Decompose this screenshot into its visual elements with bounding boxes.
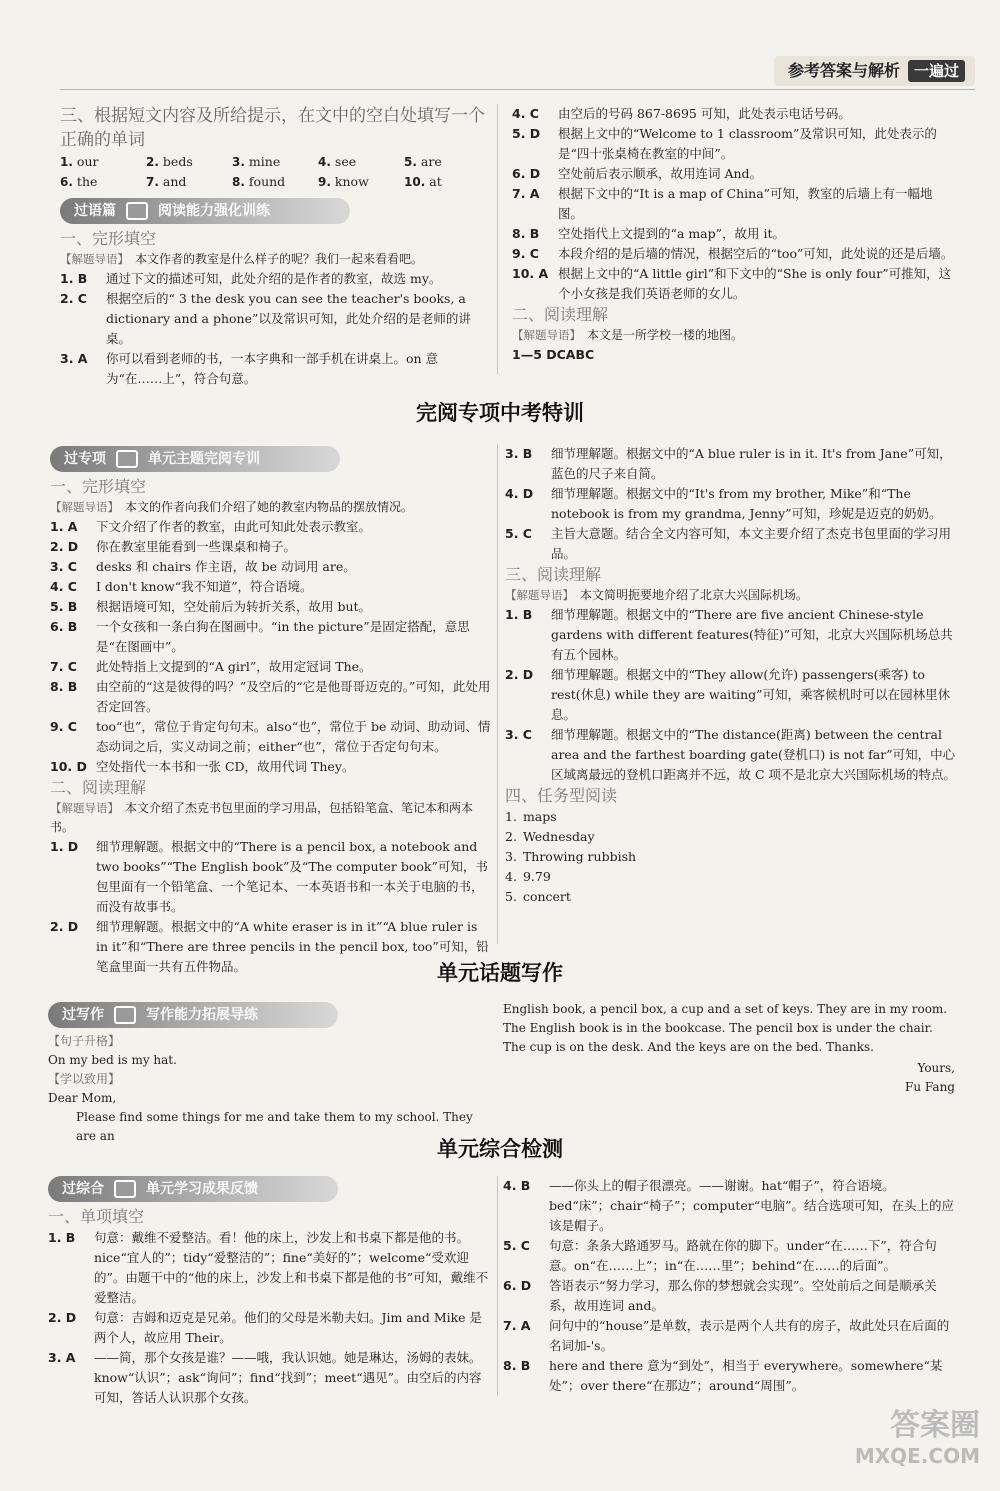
letter-closing: Yours,	[917, 1061, 955, 1075]
answer-key: 1. D	[50, 839, 79, 854]
title-unit-test: 单元综合检测	[437, 1137, 563, 1161]
section-heading: 二、阅读理解	[512, 305, 609, 324]
section-heading: 三、根据短文内容及所给提示，在文中的空白处填写一个正确的单词	[60, 106, 485, 150]
task-answer: 9.79	[522, 869, 551, 884]
task-number: 4.	[505, 869, 517, 884]
upgraded-sentence: On my bed is my hat.	[48, 1053, 177, 1067]
section-heading: 一、完形填空	[50, 477, 147, 496]
answer-cell	[232, 172, 318, 192]
page-header	[60, 50, 975, 90]
answer-key: 9. C	[50, 719, 77, 734]
answer-key: 7. A	[512, 186, 540, 201]
answer-key: 4. C	[512, 106, 539, 121]
test-left	[48, 1170, 490, 1408]
answer-row	[50, 617, 492, 657]
task-answer-row	[505, 847, 957, 867]
answer-row	[50, 597, 492, 617]
answer-explanation: 此处特指上文提到的“A girl”，故用定冠词 The。	[96, 659, 372, 674]
answer-explanation: 细节理解题。根据文中的“It's from my brother, Mike”和“The notebook is from my grandma, Jenny”可知，珍妮是迈克的奶奶。	[551, 486, 942, 521]
answer-explanation: 你可以看到老师的书，一本字典和一部手机在讲桌上。on 意为“在……上”，符合句意。	[106, 351, 439, 386]
answer-explanation: desks 和 chairs 作主语，故 be 动词用 are。	[96, 559, 356, 574]
answer-key: 1. A	[50, 519, 78, 534]
answer-row	[503, 1176, 955, 1236]
section-heading: 三、阅读理解	[505, 565, 602, 584]
answer-explanation: 根据下文中的“It is a map of China”可知，教室的后墙上有一幅地图。	[558, 186, 933, 221]
answer-explanation: 空处指代一本书和一张 CD，故用代词 They。	[96, 759, 355, 774]
answer-row	[50, 677, 492, 717]
column-divider	[497, 104, 498, 374]
answer-row	[512, 164, 957, 184]
answer-key: 5. D	[512, 126, 541, 141]
answer-word: and	[162, 174, 187, 189]
pill-subtitle: 单元学习成果反馈	[146, 1181, 258, 1197]
answer-row	[512, 104, 957, 124]
task-answer-row	[505, 867, 957, 887]
section-heading: 一、完形填空	[60, 229, 157, 248]
task-answer: maps	[522, 809, 557, 824]
guide-body: 本文作者的教室是什么样子的呢？我们一起来看看吧。	[135, 252, 424, 266]
pill-special-training	[50, 446, 340, 472]
task-answer: Wednesday	[522, 829, 595, 844]
answer-explanation: 问句中的“house”是单数，表示是两个人共有的房子，故此处只在后面的名词加-'s。	[549, 1318, 950, 1353]
answer-row	[50, 537, 492, 557]
pill-label: 过专项	[64, 451, 106, 467]
pill-subtitle: 写作能力拓展导练	[146, 1007, 258, 1023]
answer-explanation: 你在教室里能看到一些课桌和椅子。	[96, 539, 297, 554]
guide-text	[60, 250, 490, 269]
answer-word: at	[429, 174, 442, 189]
answer-row	[512, 184, 957, 224]
answer-row	[60, 269, 490, 289]
pill-label: 过写作	[62, 1007, 104, 1023]
header-brand	[774, 56, 975, 86]
answer-cell	[146, 172, 232, 192]
answer-cell	[232, 152, 318, 172]
answer-row	[505, 605, 957, 665]
answer-word: beds	[162, 154, 193, 169]
tag-apply: 【学以致用】	[48, 1072, 121, 1086]
section-heading: 一、单项填空	[48, 1207, 145, 1226]
answer-explanation: ——简，那个女孩是谁？——哦，我认识她。她是琳达，汤姆的表妹。know“认识”；ask“询问”；find“找到”；meet“遇见”。由空后的内容可知，答话人认识那个女孩。	[94, 1350, 482, 1405]
answer-row	[505, 725, 957, 785]
answer-number: 6.	[60, 175, 73, 189]
test-right	[503, 1176, 955, 1396]
column-divider	[497, 1176, 498, 1396]
answer-row	[50, 517, 492, 537]
answer-explanation: 句意：条条大路通罗马。路就在你的脚下。under“在……下”，符合句意。on“在……上”；in“在……里”；behind“在……的后面”。	[549, 1238, 937, 1273]
guide-text	[50, 799, 492, 837]
answer-number: 2.	[146, 155, 159, 169]
answer-key: 3. A	[48, 1350, 76, 1365]
answer-explanation: I don't know“我不知道”，符合语境。	[96, 579, 313, 594]
answer-explanation: 根据语境可知，空处前后为转折关系，故用 but。	[96, 599, 372, 614]
writing-right	[503, 1000, 955, 1097]
answer-list	[50, 517, 492, 777]
answer-key: 4. B	[503, 1178, 531, 1193]
answer-number: 7.	[146, 175, 159, 189]
task-answer-row	[505, 887, 957, 907]
answer-explanation: 细节理解题。根据文中的“They allow(允许) passengers(乘客) to rest(休息) while they are waiting”可知，乘客候机时可以在园林里休息。	[551, 667, 951, 722]
answer-row	[503, 1356, 955, 1396]
answer-row	[503, 1316, 955, 1356]
section-heading: 四、任务型阅读	[505, 786, 618, 805]
answer-list	[512, 104, 957, 304]
task-answer: Throwing rubbish	[522, 849, 637, 864]
answer-row	[503, 1276, 955, 1316]
answer-key: 3. A	[60, 351, 88, 366]
task-answer-row	[505, 827, 957, 847]
answer-explanation: 主旨大意题。结合全文内容可知，本文主要介绍了杰克书包里面的学习用品。	[551, 526, 952, 561]
answer-word: are	[420, 154, 442, 169]
watermark-url: MXQE.COM	[854, 1444, 980, 1468]
pill-unit-test	[48, 1176, 338, 1202]
answer-key: 8. B	[503, 1358, 531, 1373]
answer-key: 1. B	[48, 1230, 76, 1245]
answer-explanation: 一个女孩和一条白狗在图画中。“in the picture”是固定搭配，意思是“在图画中”。	[96, 619, 470, 654]
answer-list	[503, 1176, 955, 1396]
answer-key: 5. C	[503, 1238, 530, 1253]
book-icon	[126, 202, 148, 220]
answer-key: 1. B	[505, 607, 533, 622]
task-number: 2.	[505, 829, 517, 844]
answer-explanation: 下文介绍了作者的教室，由此可知此处表示教室。	[96, 519, 372, 534]
letter-continuation: English book, a pencil box, a cup and a set of keys. They are in my room. The English book is in the bookcase. The pencil box is under the chair. The cup is on the desk. And the keys are on the bed. Thanks.	[503, 1002, 948, 1054]
answer-number: 4.	[318, 155, 331, 169]
answer-row	[60, 349, 490, 389]
answer-key: 8. B	[512, 226, 540, 241]
answer-row	[50, 717, 492, 757]
letter-greeting: Dear Mom,	[48, 1091, 117, 1105]
guide-body: 本文是一所学校一楼的地图。	[587, 328, 744, 342]
answer-key: 2. D	[50, 919, 79, 934]
list-icon	[114, 1180, 136, 1198]
answer-row	[505, 444, 957, 484]
answer-row	[505, 484, 957, 524]
task-answer: concert	[522, 889, 571, 904]
answer-cell	[404, 152, 490, 172]
answer-row	[48, 1348, 490, 1408]
guide-text	[50, 498, 492, 517]
answer-key: 6. D	[512, 166, 541, 181]
answer-row	[512, 244, 957, 264]
answer-key: 2. D	[505, 667, 534, 682]
answer-explanation: 通过下文的描述可知，此处介绍的是作者的教室，故选 my。	[106, 271, 442, 286]
clipboard-icon	[116, 450, 138, 468]
answer-number: 8.	[232, 175, 245, 189]
answer-word: know	[334, 174, 369, 189]
answer-cell	[318, 152, 404, 172]
task-number: 3.	[505, 849, 517, 864]
section-left-1	[60, 104, 490, 389]
answer-explanation: 细节理解题。根据文中的“There are five ancient Chinese-style gardens with different features(特征)”可知，北京大兴国际机场总共有五个园林。	[551, 607, 953, 662]
answer-row	[505, 524, 957, 564]
answer-row	[50, 557, 492, 577]
section-heading: 二、阅读理解	[50, 778, 147, 797]
pill-label: 过语篇	[74, 203, 116, 219]
answer-key: 3. C	[505, 727, 532, 742]
answer-explanation: too“也”，常位于肯定句句末。also“也”，常位于 be 动词、助动词、情态动词之后，实义动词之前；either“也”，常位于否定句句末。	[96, 719, 491, 754]
answer-key: 1. B	[60, 271, 88, 286]
answer-key: 6. B	[50, 619, 78, 634]
writing-left	[48, 996, 490, 1146]
answer-explanation: 由空前的“这是彼得的吗？”及空后的“它是他哥哥迈克的。”可知，此处用否定回答。	[96, 679, 491, 714]
answer-explanation: 空处指代上文提到的“a map”，故用 it。	[558, 226, 786, 241]
task-answer-row	[505, 807, 957, 827]
answer-key: 3. B	[505, 446, 533, 461]
answer-cell	[318, 172, 404, 192]
answer-explanation: 句意：吉姆和迈克是兄弟。他们的父母是米勒夫妇。Jim and Mike 是两个人，故应用 Their。	[94, 1310, 483, 1345]
answer-key: 7. C	[50, 659, 77, 674]
answer-key: 5. B	[50, 599, 78, 614]
task-number: 1.	[505, 809, 517, 824]
answer-row	[50, 757, 492, 777]
answer-list	[505, 605, 957, 785]
answer-explanation: 句意：戴维不爱整洁。看！他的床上，沙发上和书桌下都是他的书。nice“宜人的”；tidy“爱整洁的”；fine“美好的”；welcome“受欢迎的”。由题干中的“他的床上，沙发上和书桌下都是他的书”可知，戴维不爱整洁。	[94, 1230, 489, 1305]
guide-tag: 【解题导语】	[505, 588, 574, 602]
guide-tag: 【解题导语】	[50, 500, 119, 514]
guide-tag: 【解题导语】	[50, 801, 119, 815]
section-left-2	[50, 440, 492, 977]
answer-explanation: 细节理解题。根据文中的“There is a pencil box, a notebook and two books”“The English book”及“The computer book”可知，书包里面有一个铅笔盒、一个笔记本、一本英语书和一本关于电脑的书，而没有故事书。	[96, 839, 488, 914]
answer-row	[60, 289, 490, 349]
watermark-text: 答案圈	[890, 1408, 980, 1443]
answer-key: 4. C	[50, 579, 77, 594]
answer-explanation: 本段介绍的是后墙的情况，根据空后的“too”可知，此处说的还是后墙。	[558, 246, 954, 261]
answer-key: 7. A	[503, 1318, 531, 1333]
answer-row	[505, 665, 957, 725]
answer-key: 1—5 DCABC	[512, 347, 595, 362]
answer-row	[50, 837, 492, 917]
answer-explanation: ——你头上的帽子很漂亮。——谢谢。hat“帽子”，符合语境。bed“床”；chair“椅子”；computer“电脑”。结合选项可知，在头上的应该是帽子。	[549, 1178, 955, 1233]
guide-body: 本文介绍了杰克书包里面的学习用品，包括铅笔盒、笔记本和两本书。	[50, 801, 474, 834]
answer-key: 5. C	[505, 526, 532, 541]
pen-icon	[114, 1006, 136, 1024]
answer-key: 4. D	[505, 486, 534, 501]
answer-row	[512, 345, 957, 365]
guide-tag: 【解题导语】	[512, 328, 581, 342]
answer-explanation: 根据上文中的“A little girl”和下文中的“She is only four”可推知，这个小女孩是我们英语老师的女儿。	[558, 266, 952, 301]
answer-explanation: 根据空后的“ 3 the desk you can see the teacher's books, a dictionary and a phone”以及常识可知，此处介绍的是老师的讲桌。	[106, 291, 471, 346]
guide-body: 本文的作者向我们介绍了她的教室内物品的摆放情况。	[125, 500, 414, 514]
title-writing: 单元话题写作	[437, 961, 563, 985]
answer-list	[505, 444, 957, 564]
answer-explanation: 由空后的号码 867-8695 可知，此处表示电话号码。	[558, 106, 851, 121]
answer-word: see	[334, 154, 357, 169]
answer-number: 5.	[404, 155, 417, 169]
fill-blank-answers	[60, 152, 490, 192]
answer-word: the	[76, 174, 98, 189]
pill-subtitle: 单元主题完阅专训	[148, 451, 260, 467]
answer-list	[50, 837, 492, 977]
answer-row	[512, 264, 957, 304]
guide-text	[512, 326, 957, 345]
answer-cell	[60, 172, 146, 192]
guide-body: 本文简明扼要地介绍了北京大兴国际机场。	[580, 588, 809, 602]
answer-word: found	[248, 174, 286, 189]
brand-logo: 一遍过	[908, 60, 965, 82]
answer-number: 9.	[318, 175, 331, 189]
answer-key: 2. D	[48, 1310, 77, 1325]
answer-cell	[146, 152, 232, 172]
answer-list	[60, 269, 490, 389]
letter-signature: Fu Fang	[905, 1080, 955, 1094]
answer-cell	[60, 152, 146, 172]
answer-explanation: 答语表示“努力学习，那么你的梦想就会实现”。空处前后之间是顺承关系，故用连词 and。	[549, 1278, 937, 1313]
answer-cell	[404, 172, 490, 192]
answer-explanation: 细节理解题。根据文中的“A white eraser is in it”“A blue ruler is in it”和“There are three pencils in the pencil box, too”可知，铅笔盒里面一共有五件物品。	[96, 919, 489, 974]
pill-label: 过综合	[62, 1181, 104, 1197]
section-right-1	[512, 104, 957, 365]
answer-explanation: 根据上文中的“Welcome to 1 classroom”及常识可知，此处表示的是“四十张桌椅在教室的中间”。	[558, 126, 937, 161]
answer-key: 3. C	[50, 559, 77, 574]
section-right-2	[505, 444, 957, 907]
answer-key: 2. D	[50, 539, 79, 554]
answer-row	[50, 657, 492, 677]
answer-explanation: 空处前后表示顺承，故用连词 And。	[558, 166, 763, 181]
header-title: 参考答案与解析	[787, 61, 900, 80]
answer-key: 6. D	[503, 1278, 532, 1293]
pill-writing	[48, 1002, 338, 1028]
answer-word: our	[76, 154, 99, 169]
answer-key: 10. D	[50, 759, 87, 774]
watermark	[854, 1408, 980, 1471]
answer-row	[512, 124, 957, 164]
answer-row	[48, 1308, 490, 1348]
answer-key: 10. A	[512, 266, 549, 281]
answer-row	[48, 1228, 490, 1308]
pill-subtitle: 阅读能力强化训练	[158, 203, 270, 219]
answer-explanation: here and there 意为“到处”，相当于 everywhere。somewhere“某处”；over there“在那边”；around“周围”。	[549, 1358, 943, 1393]
answer-explanation: 细节理解题。根据文中的“The distance(距离) between the central area and the farthest boarding gate(登机口) is not far”可知，中心区域离最远的登机口距离并不远，故 C 项不是北京大兴国际机场的特点。	[551, 727, 957, 782]
tag-sentence-upgrade: 【句子升格】	[48, 1034, 121, 1048]
answer-number: 3.	[232, 155, 245, 169]
answer-key: 8. B	[50, 679, 78, 694]
guide-tag: 【解题导语】	[60, 252, 129, 266]
guide-text	[505, 586, 957, 605]
title-special-training: 完阅专项中考特训	[416, 401, 584, 425]
answer-word: mine	[248, 154, 281, 169]
column-divider	[497, 444, 498, 944]
answer-number: 10.	[404, 175, 426, 189]
task-number: 5.	[505, 889, 517, 904]
answer-row	[503, 1236, 955, 1276]
answer-number: 1.	[60, 155, 73, 169]
answer-row	[512, 224, 957, 244]
pill-reading-training	[60, 198, 350, 224]
answer-list	[48, 1228, 490, 1408]
answer-row	[50, 577, 492, 597]
letter-paragraph: Please find some things for me and take them to my school. They are an	[76, 1110, 473, 1143]
answer-key: 2. C	[60, 291, 87, 306]
task-answers	[505, 807, 957, 907]
answer-explanation: 细节理解题。根据文中的“A blue ruler is in it. It's from Jane”可知，蓝色的尺子来自简。	[551, 446, 952, 481]
answer-key: 9. C	[512, 246, 539, 261]
